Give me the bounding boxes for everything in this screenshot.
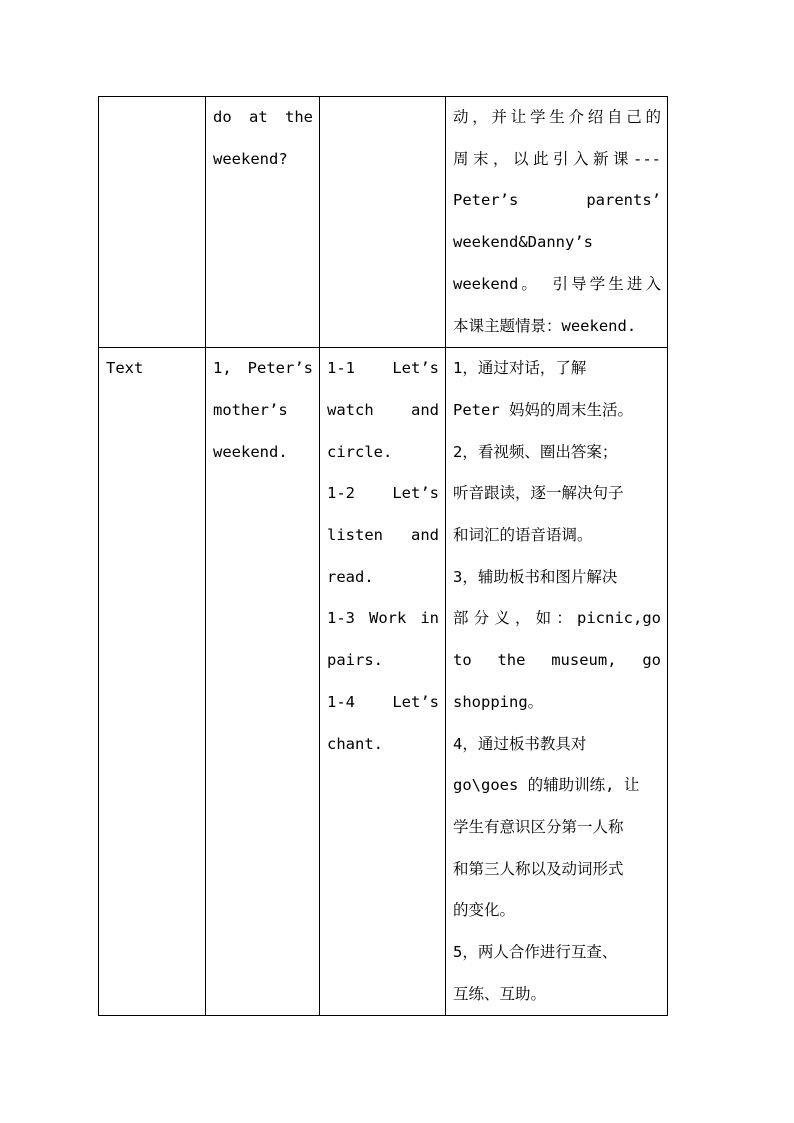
activity-cell: 1-1 Let’s watch and circle. 1-2 Let’s listen and read. 1-3 Work in pairs. 1-4 Let’s chant. [320, 348, 446, 1016]
purpose-cell: 动，并让学生介绍自己的 周末，以此引入新课--- Peter’s parents’ weekend&Danny’s weekend。 引导学生进入 本课主题情景：weekend. [446, 97, 668, 348]
stage-cell: Text [99, 348, 206, 1016]
table-row [99, 97, 668, 348]
lesson-plan-table [98, 96, 668, 1016]
content-cell: do at the weekend? [206, 97, 320, 348]
content-cell: 1, Peter’s mother’s weekend. [206, 348, 320, 1016]
table-row [99, 348, 668, 1016]
activity-cell [320, 97, 446, 348]
stage-cell [99, 97, 206, 348]
purpose-cell: 1，通过对话，了解 Peter 妈妈的周末生活。 2，看视频、圈出答案； 听音跟读，逐一解决句子 和词汇的语音语调。 3，辅助板书和图片解决 部分义，如：picnic,go to the museum, go shopping。 4，通过板书教具对 go\goes 的辅助训练, 让 学生有意识区分第一人称 和第三人称以及动词形式 的变化。 5，两人合作进行互查、 互练、互助。 [446, 348, 668, 1016]
